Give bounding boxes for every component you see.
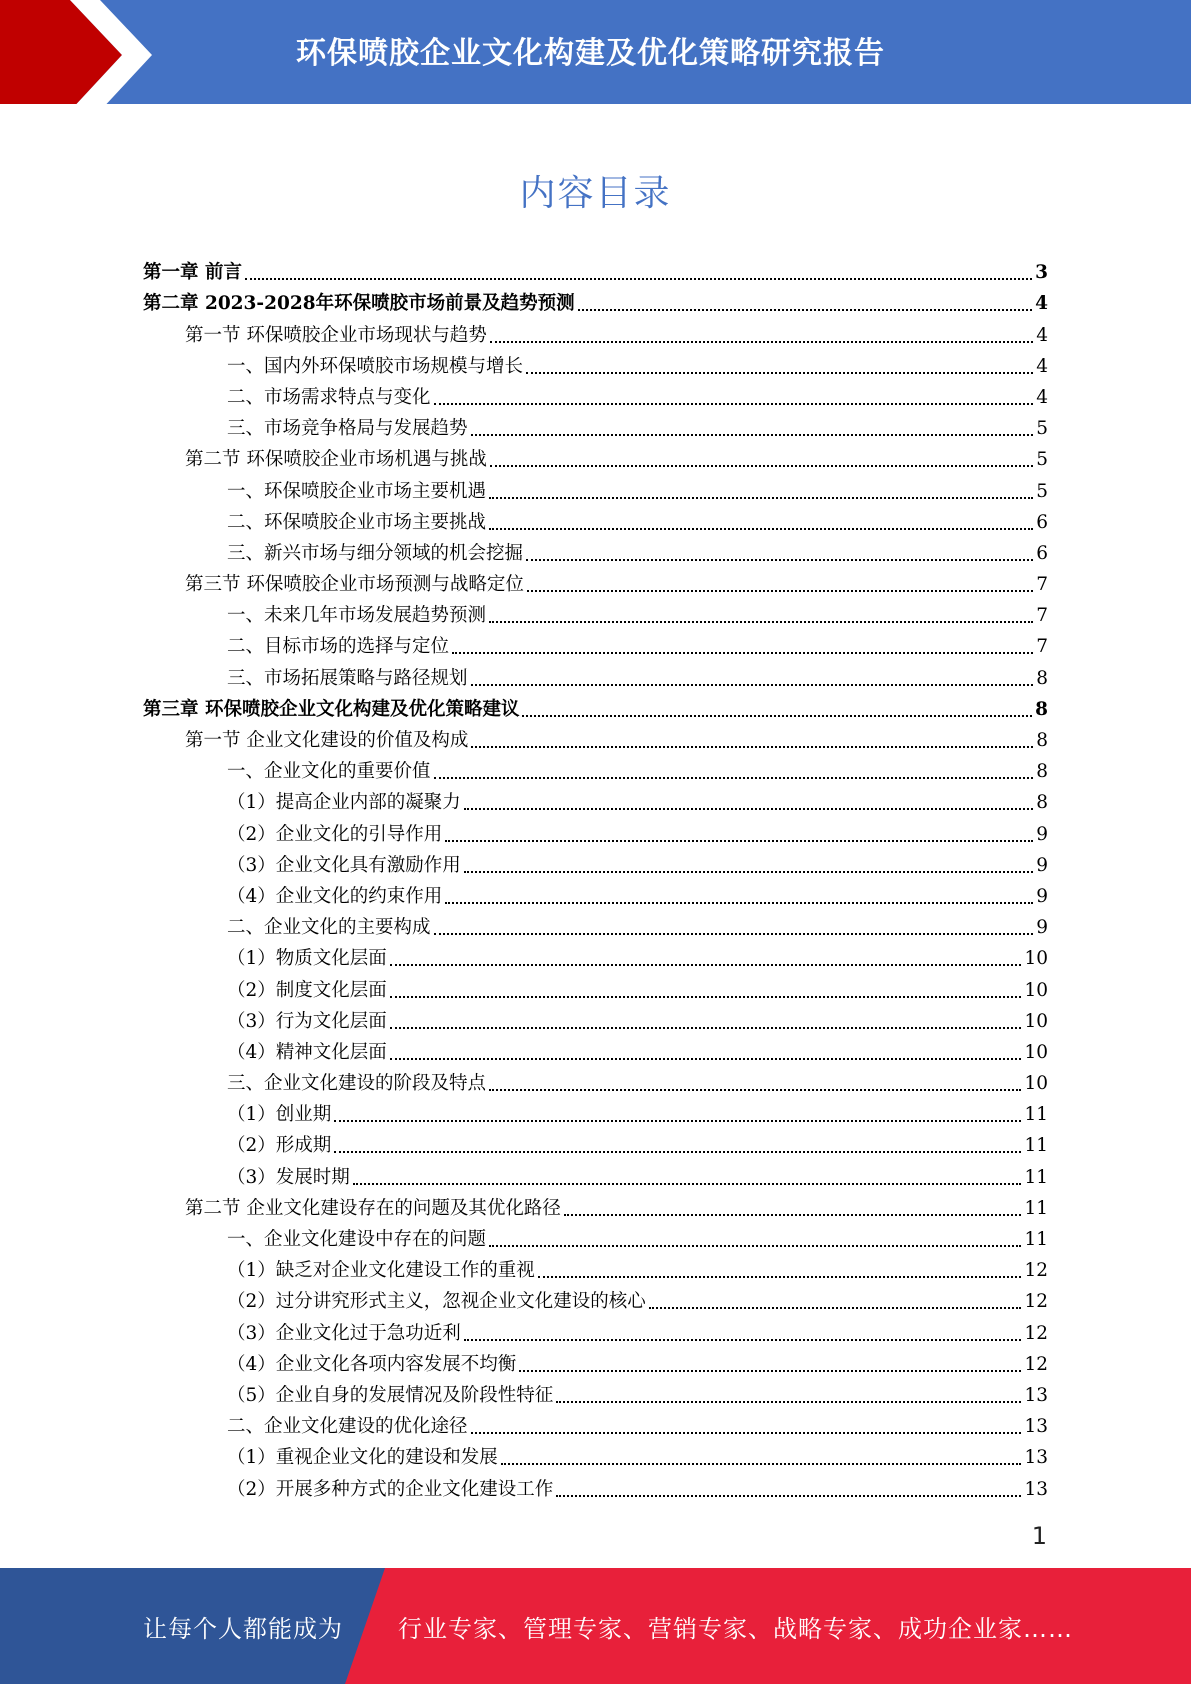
toc-dot-leader [527,590,1033,592]
toc-dot-leader [445,840,1033,842]
toc-entry-title: 三、企业文化建设的阶段及特点 [227,1073,487,1095]
toc-entry[interactable] [143,659,1048,690]
toc-dot-leader [245,278,1032,280]
toc-entry-page: 6 [1036,511,1048,533]
toc-entry[interactable] [143,1034,1048,1065]
toc-entry[interactable] [143,1158,1048,1189]
toc-entry-title: 二、企业文化建设的优化途径 [227,1416,468,1438]
toc-dot-leader [522,715,1032,717]
toc-dot-leader [564,1214,1022,1216]
toc-dot-leader [390,964,1022,966]
report-title: 环保喷胶企业文化构建及优化策略研究报告 [296,36,885,71]
toc-entry[interactable] [143,1221,1048,1252]
toc-entry-title: （5）企业自身的发展情况及阶段性特征 [227,1384,554,1406]
toc-entry-page: 3 [1035,262,1048,284]
toc-entry-page: 12 [1024,1260,1048,1282]
toc-dot-leader [649,1307,1022,1309]
toc-entry-page: 4 [1036,386,1048,408]
toc-entry[interactable] [143,1283,1048,1314]
toc-dot-leader [445,902,1033,904]
toc-dot-leader [464,871,1033,873]
toc-dot-leader [353,1183,1022,1185]
toc-dot-leader [471,746,1033,748]
toc-entry-title: 二、市场需求特点与变化 [227,386,431,408]
toc-entry-title: 一、企业文化建设中存在的问题 [227,1229,487,1250]
toc-entry-page: 4 [1036,355,1048,377]
toc-entry-page: 8 [1036,761,1048,783]
toc-entry-title: 三、新兴市场与细分领域的机会挖掘 [227,542,524,564]
toc-entry-title: 三、市场拓展策略与路径规划 [227,667,468,689]
toc-entry-page: 11 [1024,1229,1048,1250]
toc-entry-page: 6 [1036,542,1048,564]
toc-entry[interactable] [143,909,1048,940]
toc-dot-leader [556,1401,1021,1403]
toc-entry[interactable] [143,1252,1048,1283]
toc-entry-page: 9 [1036,823,1048,845]
toc-entry-page: 7 [1036,574,1048,596]
toc-dot-leader [489,528,1033,530]
toc-entry[interactable] [143,1439,1048,1470]
toc-entry[interactable] [143,784,1048,815]
toc-entry[interactable] [143,441,1048,472]
toc-dot-leader [578,309,1033,311]
toc-entry-page: 12 [1024,1291,1048,1313]
toc-dot-leader [526,372,1033,374]
toc-entry-page: 13 [1024,1447,1048,1469]
toc-entry[interactable] [143,1408,1048,1439]
toc-entry-title: （2）制度文化层面 [227,979,387,1001]
toc-dot-leader [464,808,1033,810]
toc-entry[interactable] [143,1003,1048,1034]
toc-dot-leader [489,497,1033,499]
toc-entry-title: 二、目标市场的选择与定位 [227,636,450,658]
toc-entry-title: 第三节 环保喷胶企业市场预测与战略定位 [185,574,524,596]
toc-entry-page: 12 [1024,1353,1048,1375]
toc-entry-title: 一、环保喷胶企业市场主要机遇 [227,480,487,502]
toc-dot-leader [471,434,1034,436]
toc-entry-page: 10 [1024,1073,1048,1095]
toc-entry-title: （3）行为文化层面 [227,1010,387,1032]
toc-entry-page: 9 [1036,917,1048,939]
toc-entry-page: 11 [1024,1166,1048,1188]
toc-entry[interactable] [143,691,1048,722]
toc-dot-leader [489,1089,1021,1091]
toc-entry-page: 13 [1024,1478,1048,1500]
toc-dot-leader [489,621,1033,623]
toc-entry-title: 第二章 2023-2028年环保喷胶市场前景及趋势预测 [143,293,575,315]
toc-entry-page: 13 [1024,1384,1048,1406]
toc-entry[interactable] [143,1096,1048,1127]
toc-dot-leader [501,1463,1022,1465]
toc-dot-leader [526,559,1033,561]
toc-entry-page: 10 [1024,979,1048,1001]
toc-entry-title: 二、企业文化的主要构成 [227,917,431,939]
page-number: 1 [1031,1522,1047,1550]
toc-entry-page: 7 [1036,605,1048,627]
toc-entry-page: 4 [1036,324,1048,346]
toc-entry[interactable] [143,285,1048,316]
toc-entry-page: 9 [1036,885,1048,907]
toc-entry-title: 第三章 环保喷胶企业文化构建及优化策略建议 [143,698,520,720]
toc-entry-title: 三、市场竞争格局与发展趋势 [227,418,468,440]
toc-entry-title: 二、环保喷胶企业市场主要挑战 [227,511,487,533]
toc-entry-page: 10 [1024,948,1048,970]
toc-entry[interactable] [143,1377,1048,1408]
footer-slogan-left: 让每个人都能成为 [143,1614,343,1643]
toc-entry-page: 4 [1035,293,1048,315]
toc-dot-leader [556,1495,1021,1497]
toc-dot-leader [390,996,1022,998]
footer-banner [0,1568,1191,1684]
toc-entry-title: （4）企业文化的约束作用 [227,885,443,907]
toc-entry-title: （2）开展多种方式的企业文化建设工作 [227,1478,554,1500]
toc-entry[interactable] [143,1065,1048,1096]
toc-entry-title: （1）缺乏对企业文化建设工作的重视 [227,1260,535,1282]
toc-dot-leader [434,403,1034,405]
toc-entry[interactable] [143,316,1048,347]
toc-dot-leader [434,933,1034,935]
toc-entry[interactable] [143,535,1048,566]
toc-entry-title: 一、企业文化的重要价值 [227,761,431,783]
toc-entry[interactable] [143,379,1048,410]
toc-entry-page: 8 [1036,730,1048,751]
toc-entry[interactable] [143,940,1048,971]
toc-entry-page: 8 [1036,792,1048,814]
toc-entry[interactable] [143,1314,1048,1345]
toc-dot-leader [519,1370,1021,1372]
toc-dot-leader [434,777,1034,779]
toc-entry-page: 5 [1036,418,1048,440]
toc-entry-page: 7 [1036,636,1048,658]
toc-entry-page: 9 [1036,854,1048,876]
toc-entry-title: 第一节 企业文化建设的价值及构成 [185,730,469,751]
header-banner [0,0,1191,111]
toc-entry[interactable] [143,1470,1048,1501]
toc-entry[interactable] [143,410,1048,441]
toc-entry[interactable] [143,628,1048,659]
toc-entry-title: （3）发展时期 [227,1166,350,1188]
toc-entry-page: 11 [1024,1104,1048,1126]
toc-entry-title: （1）提高企业内部的凝聚力 [227,792,461,814]
toc-dot-leader [490,465,1033,467]
toc-entry[interactable] [143,566,1048,597]
toc-entry[interactable] [143,348,1048,379]
toc-entry-title: （4）精神文化层面 [227,1041,387,1063]
toc-dot-leader [334,1120,1021,1122]
toc-entry-page: 11 [1024,1135,1048,1157]
toc-entry-title: 一、未来几年市场发展趋势预测 [227,605,487,627]
toc-entry[interactable] [143,815,1048,846]
toc-entry-title: （2）形成期 [227,1135,332,1157]
toc-entry-title: 一、国内外环保喷胶市场规模与增长 [227,355,524,377]
toc-entry-title: 第二节 环保喷胶企业市场机遇与挑战 [185,449,487,471]
toc-entry-page: 12 [1024,1322,1048,1344]
toc-dot-leader [538,1276,1022,1278]
toc-entry-title: （3）企业文化具有激励作用 [227,854,461,876]
toc-entry-page: 10 [1024,1041,1048,1063]
toc-entry[interactable] [143,847,1048,878]
toc-entry-page: 8 [1035,698,1048,720]
toc-entry[interactable] [143,254,1048,285]
toc-entry-page: 5 [1036,449,1048,471]
toc-entry[interactable] [143,1346,1048,1377]
toc-dot-leader [452,652,1033,654]
toc-entry[interactable] [143,878,1048,909]
toc-entry-title: （1）创业期 [227,1104,332,1126]
toc-entry-page: 5 [1036,480,1048,502]
toc-entry[interactable] [143,753,1048,784]
toc-entry-title: （1）物质文化层面 [227,948,387,970]
toc-entry-title: （2）过分讲究形式主义，忽视企业文化建设的核心 [227,1291,646,1313]
toc-entry-title: 第一节 环保喷胶企业市场现状与趋势 [185,324,487,346]
toc-entry[interactable] [143,472,1048,503]
toc-dot-leader [390,1027,1022,1029]
toc-entry-title: （4）企业文化各项内容发展不均衡 [227,1353,517,1375]
toc-dot-leader [471,1432,1022,1434]
toc-entry[interactable] [143,722,1048,753]
toc-entry-title: （1）重视企业文化的建设和发展 [227,1447,498,1469]
toc-entry-page: 10 [1024,1010,1048,1032]
toc-entry[interactable] [143,504,1048,535]
toc-dot-leader [490,341,1033,343]
toc-dot-leader [390,1058,1022,1060]
toc-entry-title: （3）企业文化过于急功近利 [227,1322,461,1344]
toc-entry[interactable] [143,971,1048,1002]
toc-entry-title: 第一章 前言 [143,262,242,284]
toc-entry-page: 11 [1024,1197,1048,1219]
toc-entry[interactable] [143,1127,1048,1158]
toc-entry[interactable] [143,1190,1048,1221]
toc-entry[interactable] [143,597,1048,628]
toc-entry-page: 13 [1024,1416,1048,1438]
toc-dot-leader [464,1339,1022,1341]
toc-heading: 内容目录 [519,173,672,214]
toc-entry-title: 第二节 企业文化建设存在的问题及其优化路径 [185,1197,561,1219]
toc-dot-leader [334,1151,1021,1153]
toc-entry-title: （2）企业文化的引导作用 [227,823,443,845]
toc-dot-leader [489,1245,1021,1247]
footer-slogan-right: 行业专家、管理专家、营销专家、战略专家、成功企业家…… [398,1614,1073,1643]
toc-entry-page: 8 [1036,667,1048,689]
table-of-contents [143,254,1048,1502]
toc-dot-leader [471,684,1034,686]
